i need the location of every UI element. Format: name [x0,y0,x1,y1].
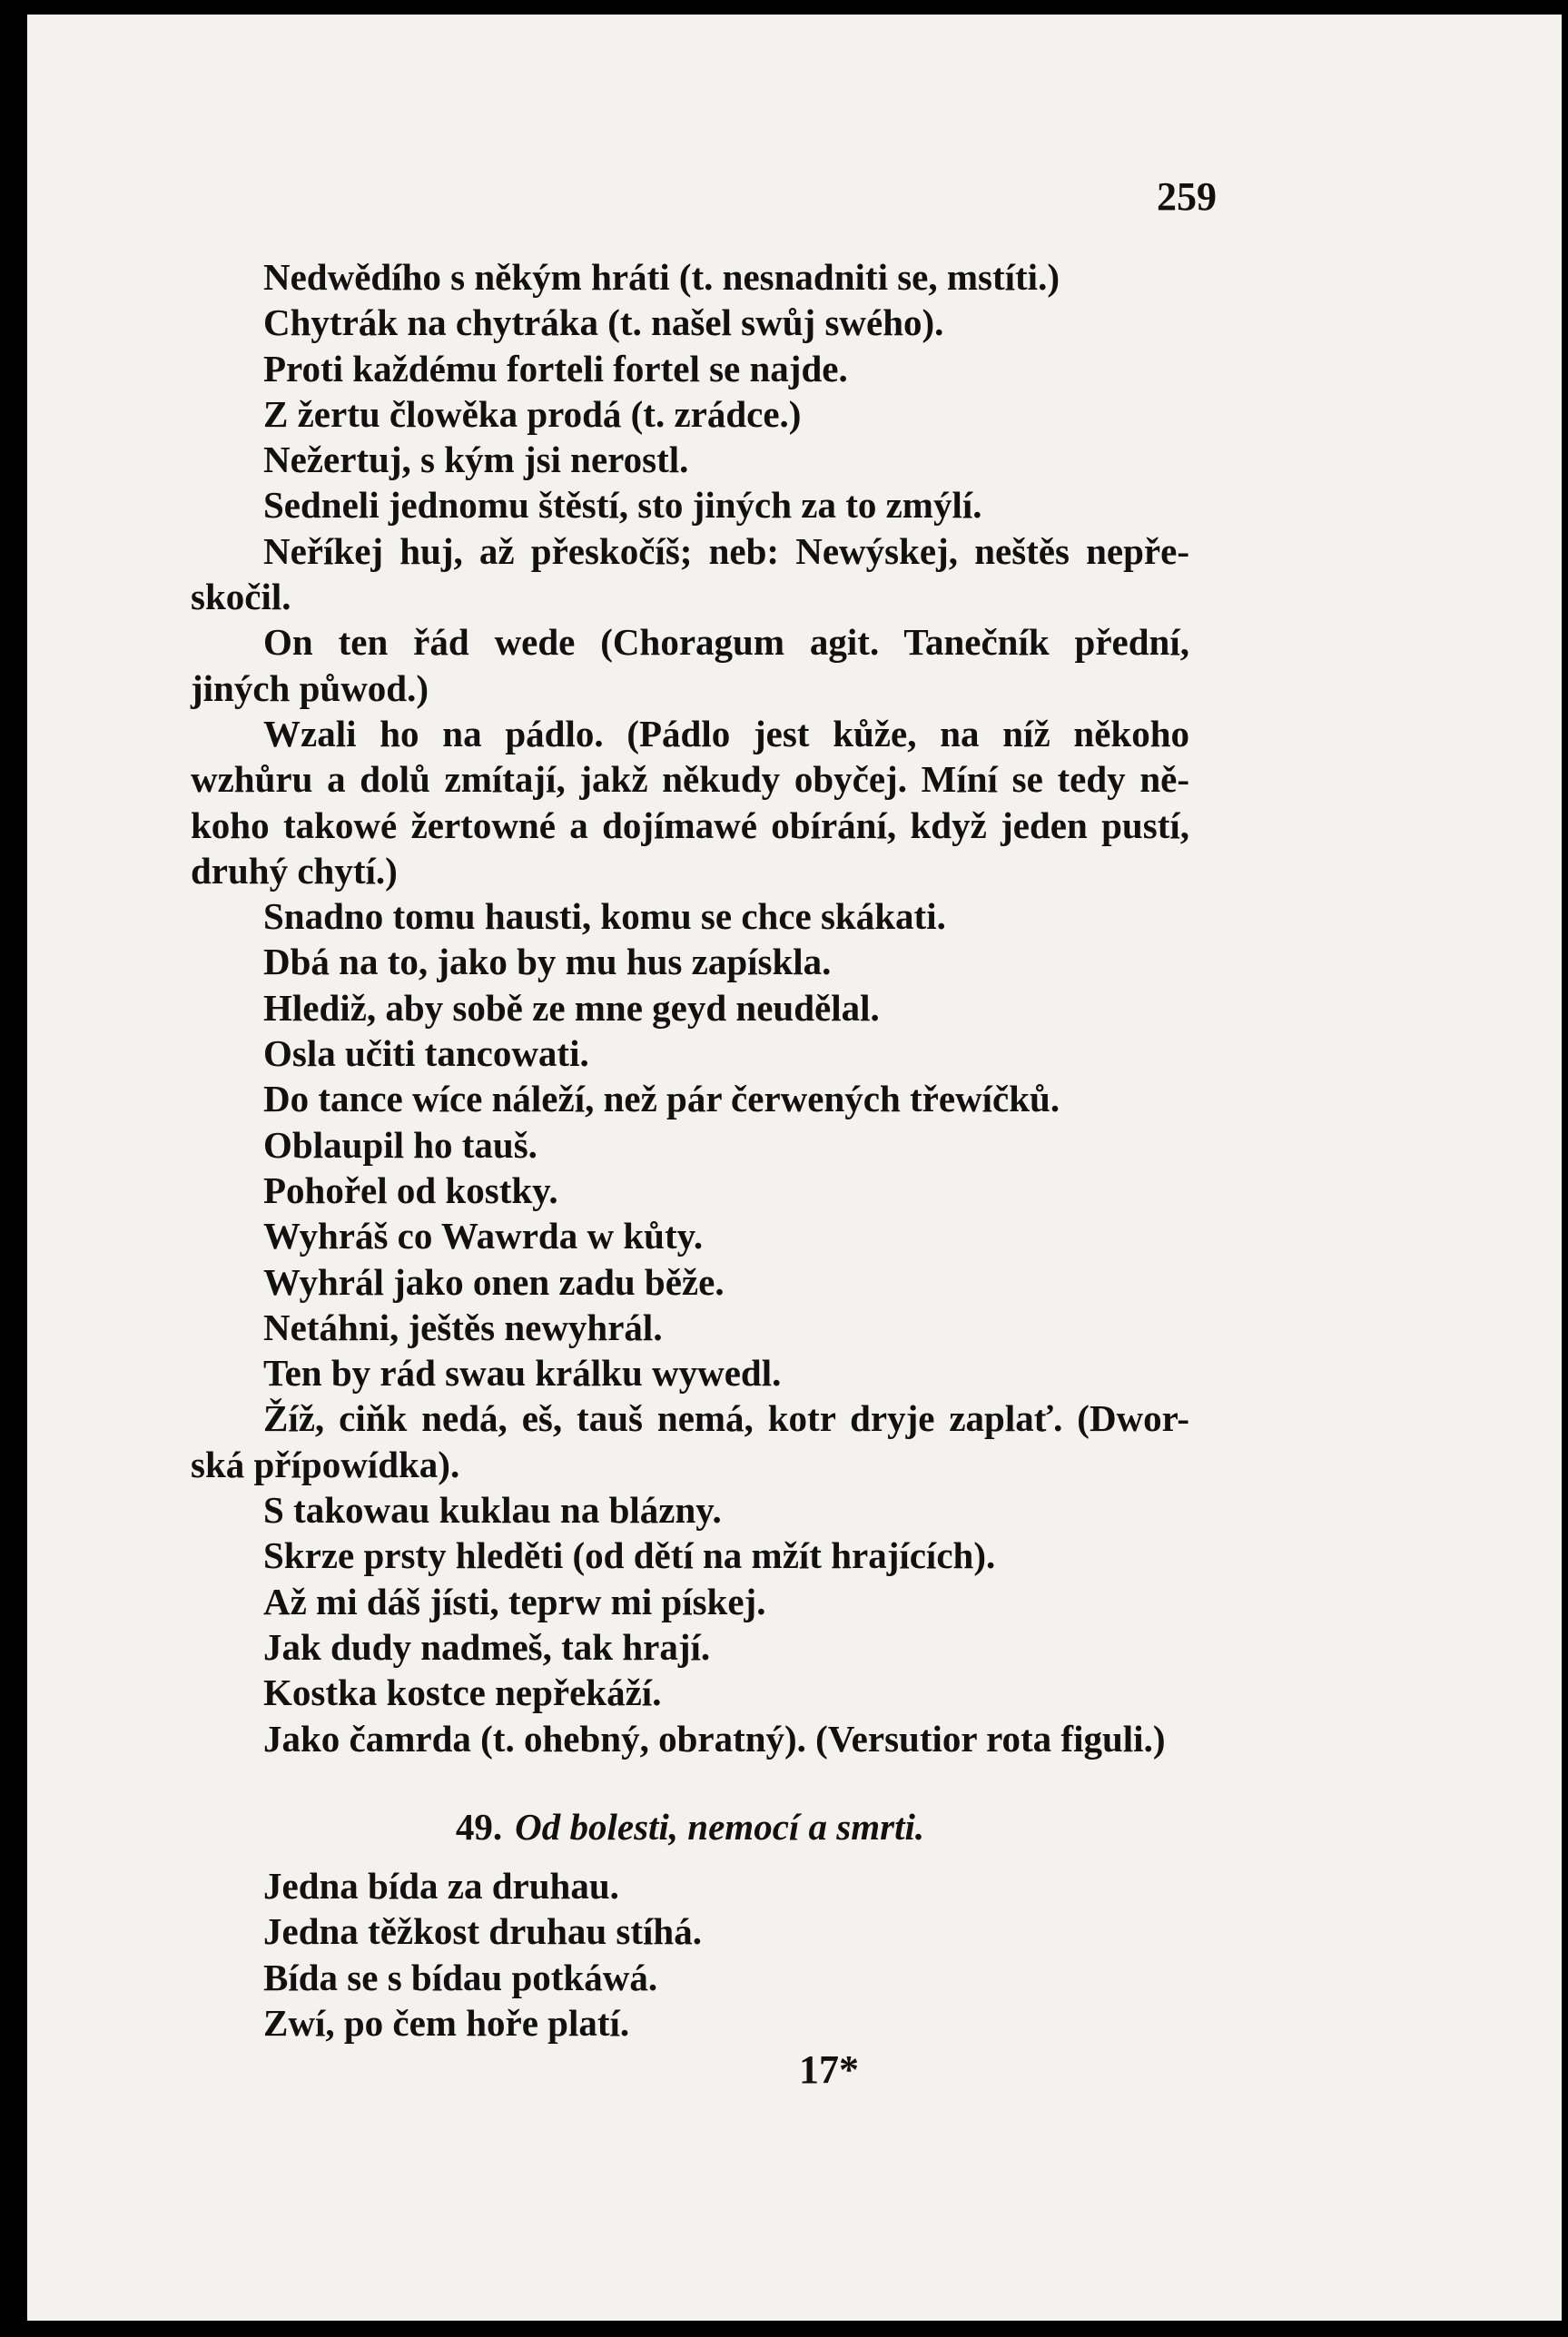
text-line: druhý chytí.) [191,849,398,892]
section-heading [191,1805,1189,1849]
text-line: Wyhráš co Wawrda w kůty. [263,1215,704,1257]
text-line: Wzali ho na pádlo. (Pádlo jest kůže, na níž někoho [263,712,1189,754]
text-line: Žíž, ciňk nedá, eš, tauš nemá, kotr dryje zaplať. (Dwor- [263,1397,1189,1440]
text-line: Jedna těžkost druhau stíhá. [263,1910,702,1953]
text-line: Pohořel od kostky. [263,1168,558,1211]
text-line: Bída se s bídau potkáwá. [263,1956,658,1998]
text-line: Hlediž, aby sobě ze mne geyd neudělal. [263,986,880,1029]
text-line: Až mi dáš jísti, teprw mi pískej. [263,1580,766,1622]
text-line: Jak dudy nadmeš, tak hrají. [263,1625,711,1668]
text-line: skočil. [191,576,291,618]
proverbs-list [191,254,1189,1761]
text-line: Jako čamrda (t. ohebný, obratný). (Versutior rota figuli.) [263,1717,1166,1760]
text-line: jiných půwod.) [191,666,429,709]
text-line: Sedneli jednomu štěstí, sto jiných za to zmýlí. [263,484,982,527]
text-line: Nežertuj, s kým jsi nerostl. [263,439,689,481]
text-line: Kostka kostce nepřekáží. [263,1671,662,1714]
text-line: Jedna bída za druhau. [263,1865,619,1907]
signature-mark: 17* [799,2047,859,2092]
text-line: Skrze prsty hleděti (od dětí na mžít hrajících). [263,1534,996,1577]
text-line: Nedwědího s někým hráti (t. nesnadniti se, mstíti.) [263,256,1060,298]
text-line: Chytrák na chytráka (t. našel swůj swého). [263,301,944,344]
book-page [27,15,1562,2321]
text-line: Z žertu člowěka prodá (t. zrádce.) [263,392,802,435]
text-line: Ten by rád swau králku wywedl. [263,1352,782,1395]
text-line: Osla učiti tancowati. [263,1032,589,1075]
page-number: 259 [1157,174,1217,219]
text-line: wzhůru a dolů zmítají, jakž někudy obyčej. Míní se tedy ně- [191,758,1189,801]
text-line: On ten řád wede (Choragum agit. Tanečník přední, [263,621,1189,664]
text-line: ská přípowídka). [191,1443,460,1485]
section-title: Od bolesti, nemocí a smrti. [515,1806,925,1848]
text-line: Neříkej huj, až přeskočíš; neb: Newýskej, neštěs nepře- [263,529,1189,572]
text-line: Proti každému forteli fortel se najde. [263,347,848,390]
section-number: 49. [455,1806,503,1848]
text-line: koho takowé žertowné a dojímawé obírání, když jeden pustí, [191,804,1189,846]
text-line: Dbá na to, jako by mu hus zapískla. [263,941,832,983]
text-line: Do tance wíce náleží, než pár čerwených třewíčků. [263,1078,1060,1120]
text-line: Snadno tomu hausti, komu se chce skákati. [263,895,946,938]
text-line: Zwí, po čem hoře platí. [263,2001,630,2044]
text-line: S takowau kuklau na blázny. [263,1489,722,1532]
text-line: Oblaupil ho tauš. [263,1123,537,1166]
text-line: Wyhrál jako onen zadu běže. [263,1260,725,1303]
text-line: Netáhni, ještěs newyhrál. [263,1306,663,1348]
section-proverbs-list [191,1863,1189,2046]
